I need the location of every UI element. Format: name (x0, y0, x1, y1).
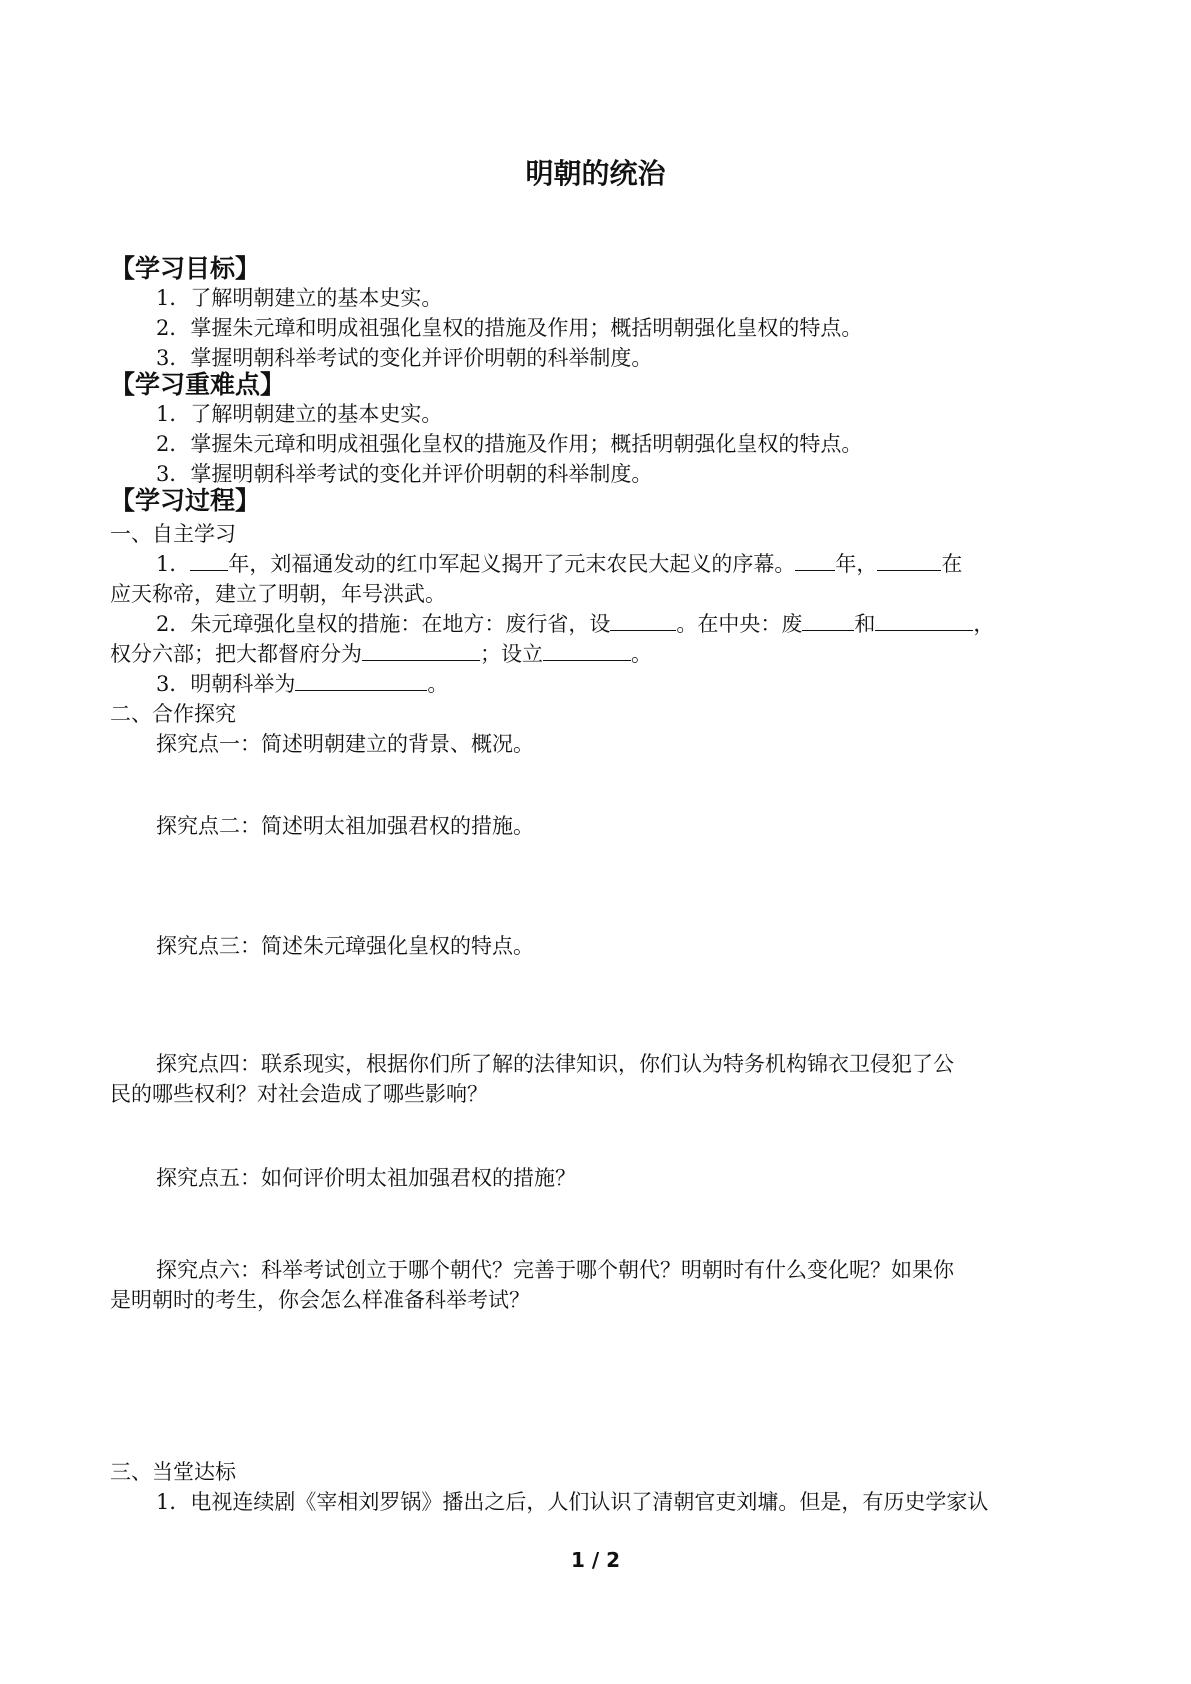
blank-field[interactable] (795, 548, 835, 571)
self-study-q1-line1: 1． 年，刘福通发动的红巾军起义揭开了元末农民大起义的序幕。 年， 在 (156, 548, 962, 580)
inquiry-point-2: 探究点二：简述明太祖加强君权的措施。 (156, 814, 534, 838)
blank-field[interactable] (543, 638, 631, 661)
keypoints-heading: 【学习重难点】 (110, 370, 286, 399)
blank-field[interactable] (190, 548, 228, 571)
keypoint-item-1: 1．了解明朝建立的基本史实。 (156, 402, 443, 426)
blank-field[interactable] (610, 608, 676, 631)
self-study-q2-line1: 2．朱元璋强化皇权的措施：在地方：废行省，设 。在中央：废 和 ， (156, 608, 994, 640)
page-number: 1 / 2 (570, 1548, 621, 1572)
objective-item-3: 3．掌握明朝科举考试的变化并评价明朝的科举制度。 (156, 346, 653, 370)
self-study-q2-line2: 权分六部；把大都督府分为 ；设立 。 (110, 638, 652, 670)
inquiry-point-3: 探究点三：简述朱元璋强化皇权的特点。 (156, 934, 534, 958)
keypoint-item-3: 3．掌握明朝科举考试的变化并评价明朝的科举制度。 (156, 462, 653, 486)
objectives-heading: 【学习目标】 (110, 254, 261, 283)
document-title: 明朝的统治 (525, 157, 666, 190)
inquiry-point-6-line1: 探究点六：科举考试创立于哪个朝代？完善于哪个朝代？明朝时有什么变化呢？如果你 (156, 1258, 954, 1282)
inquiry-point-5: 探究点五：如何评价明太祖加强君权的措施？ (156, 1166, 576, 1190)
blank-field[interactable] (295, 668, 427, 691)
inquiry-point-6-line2: 是明朝时的考生，你会怎么样准备科举考试？ (110, 1288, 530, 1312)
objective-item-2: 2．掌握朱元璋和明成祖强化皇权的措施及作用；概括明朝强化皇权的特点。 (156, 316, 863, 340)
inquiry-point-4-line2: 民的哪些权利？对社会造成了哪些影响？ (110, 1082, 488, 1106)
inquiry-point-1: 探究点一：简述明朝建立的背景、概况。 (156, 732, 534, 756)
self-study-q3: 3．明朝科举为 。 (156, 668, 448, 700)
inquiry-point-4-line1: 探究点四：联系现实，根据你们所了解的法律知识，你们认为特务机构锦衣卫侵犯了公 (156, 1052, 954, 1076)
assessment-q1: 1．电视连续剧《宰相刘罗锅》播出之后，人们认识了清朝官吏刘墉。但是，有历史学家认 (156, 1490, 989, 1514)
blank-field[interactable] (875, 608, 973, 631)
objective-item-1: 1．了解明朝建立的基本史实。 (156, 286, 443, 310)
assessment-heading: 三、当堂达标 (110, 1460, 236, 1484)
process-heading: 【学习过程】 (110, 486, 261, 515)
blank-field[interactable] (877, 548, 941, 571)
cooperative-heading: 二、合作探究 (110, 702, 236, 726)
blank-field[interactable] (802, 608, 854, 631)
self-study-heading: 一、自主学习 (110, 522, 236, 546)
blank-field[interactable] (362, 638, 480, 661)
self-study-q1-line2: 应天称帝，建立了明朝，年号洪武。 (110, 582, 446, 606)
keypoint-item-2: 2．掌握朱元璋和明成祖强化皇权的措施及作用；概括明朝强化皇权的特点。 (156, 432, 863, 456)
